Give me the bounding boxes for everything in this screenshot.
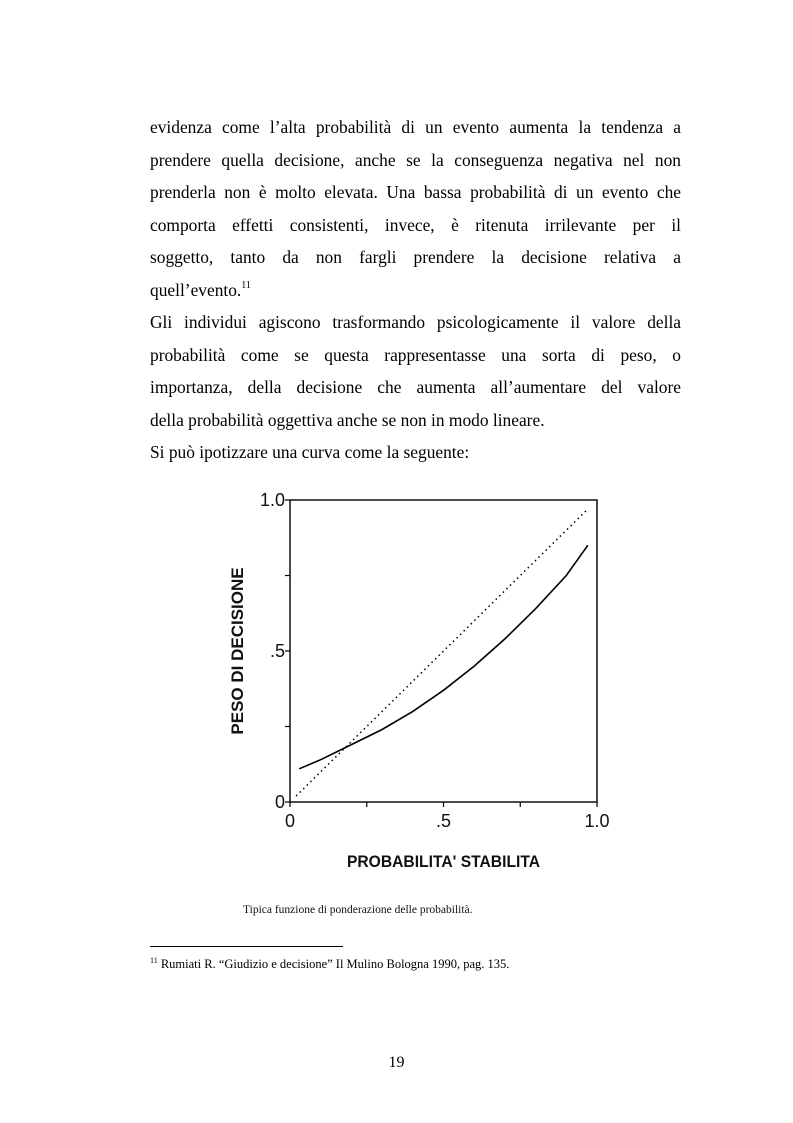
text-line: comporta effetti consistenti, invece, è ritenuta irrilevante per il <box>150 214 681 235</box>
text-line: evidenza come l’alta probabilità di un evento aumenta la tendenza a <box>150 117 681 137</box>
x-tick-label: 1.0 <box>584 811 610 831</box>
text-line: della probabilità oggettiva anche se non in modo lineare. <box>150 409 545 430</box>
footnote <box>150 957 509 972</box>
footnote-text: Rumiati R. “Giudizio e decisione” Il Mulino Bologna 1990, pag. 135. <box>157 957 510 971</box>
page-number: 19 <box>388 1054 405 1071</box>
x-tick-label: 0 <box>284 811 296 831</box>
footnote-number: 11 <box>150 956 158 965</box>
text-line: probabilità come se questa rappresentasse una sorta di peso, o <box>150 344 681 365</box>
x-tick-label: .5 <box>435 811 452 831</box>
x-axis-label: PROBABILITA' STABILITA <box>346 852 541 872</box>
y-axis-label: PESO DI DECISIONE <box>228 567 247 735</box>
probability-weighting-chart <box>225 478 625 883</box>
y-tick-label: 0 <box>274 792 285 812</box>
text-line <box>150 274 681 307</box>
diagonal-reference-line <box>296 509 588 796</box>
figure-caption: Tipica funzione di ponderazione delle probabilità. <box>243 904 473 916</box>
text-line: soggetto, tanto da non fargli prendere la decisione relativa a <box>150 247 681 268</box>
text-line: Gli individui agiscono trasformando psicologicamente il valore della <box>150 312 681 332</box>
weighting-curve <box>299 545 588 769</box>
text-line: prendere quella decisione, anche se la conseguenza negativa nel non <box>150 149 681 170</box>
text-line: importanza, della decisione che aumenta all’aumentare del valore <box>150 377 681 398</box>
text-line-content: quell’evento. <box>150 279 242 300</box>
footnote-divider <box>150 946 343 947</box>
y-tick-label: .5 <box>269 641 285 661</box>
paragraph-1 <box>150 111 681 307</box>
chart-intro: Si può ipotizzare una curva come la seguente: <box>150 442 470 463</box>
y-tick-label: 1.0 <box>259 490 285 510</box>
text-line: prenderla non è molto elevata. Una bassa probabilità di un evento che <box>150 182 681 203</box>
footnote-reference[interactable]: 11 <box>241 279 251 291</box>
paragraph-2 <box>150 306 681 469</box>
